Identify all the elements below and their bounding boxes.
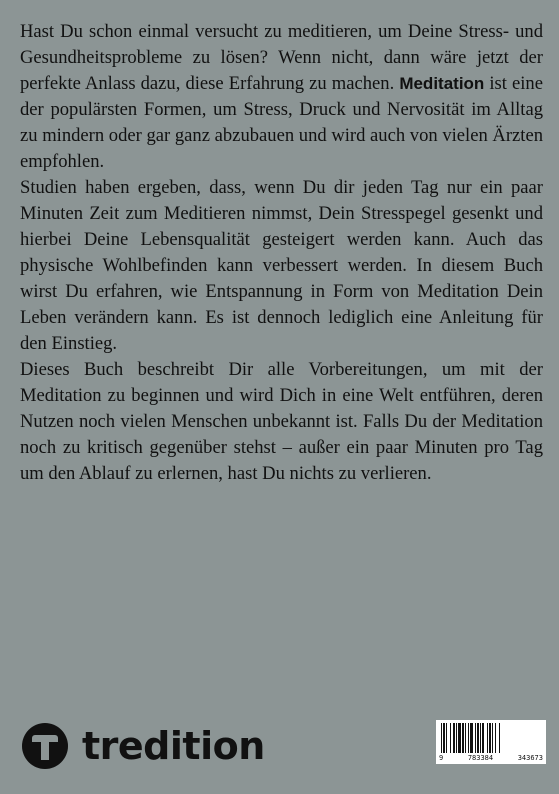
barcode-group-2: 343673: [517, 754, 543, 762]
publisher-logo: [22, 720, 265, 772]
barcode-digit-lead: 9: [439, 754, 444, 762]
publisher-name: tredition: [82, 724, 265, 768]
paragraph-3: Dieses Buch beschreibt Dir alle Vorbereitungen, um mit der Meditation zu beginnen und wird Dich in eine Welt entführen, deren Nutzen noch vielen Menschen unbekannt ist. Falls Du der Meditation noch zu kritisch gegenüber stehst – außer ein paar Minuten pro Tag um den Ablauf zu erlernen, hast Du nichts zu verlieren.: [20, 359, 543, 484]
barcode-bars: [441, 723, 541, 753]
barcode-digits: [439, 754, 543, 762]
keyword-meditation: Meditation: [399, 74, 485, 93]
paragraph-1-rest: ist eine der populärsten Formen, um Stress, Druck und Nervosität im Alltag zu mindern oder gar ganz abzubauen und wird auch von vielen Ärzten empfohlen.: [20, 73, 544, 172]
paragraph-2: Studien haben ergeben, dass, wenn Du dir jeden Tag nur ein paar Minuten Zeit zum Meditieren nimmst, Dein Stresspegel gesenkt und hierbei Deine Lebensqualität gesteigert werden kann. Auch das physische Wohlbefinden kann verbessert werden. In diesem Buch wirst Du erfahren, wie Entspannung in Form von Meditation Dein Leben verändern kann. Es ist dennoch lediglich eine Anleitung für den Einstieg.: [20, 177, 543, 354]
isbn-barcode: [436, 720, 546, 764]
barcode-group-1: 783384: [467, 754, 494, 762]
paragraph-1-intro: Hast Du schon einmal versucht zu meditieren, um Deine Stress- und Gesundheitsprobleme zu lösen? Wenn nicht, dann wäre jetzt der perfekte Anlass dazu, diese Erfahrung zu machen.: [20, 21, 543, 94]
tredition-logo-icon: [22, 723, 68, 769]
back-cover-text: [20, 19, 543, 487]
paragraph-1: [20, 19, 543, 175]
